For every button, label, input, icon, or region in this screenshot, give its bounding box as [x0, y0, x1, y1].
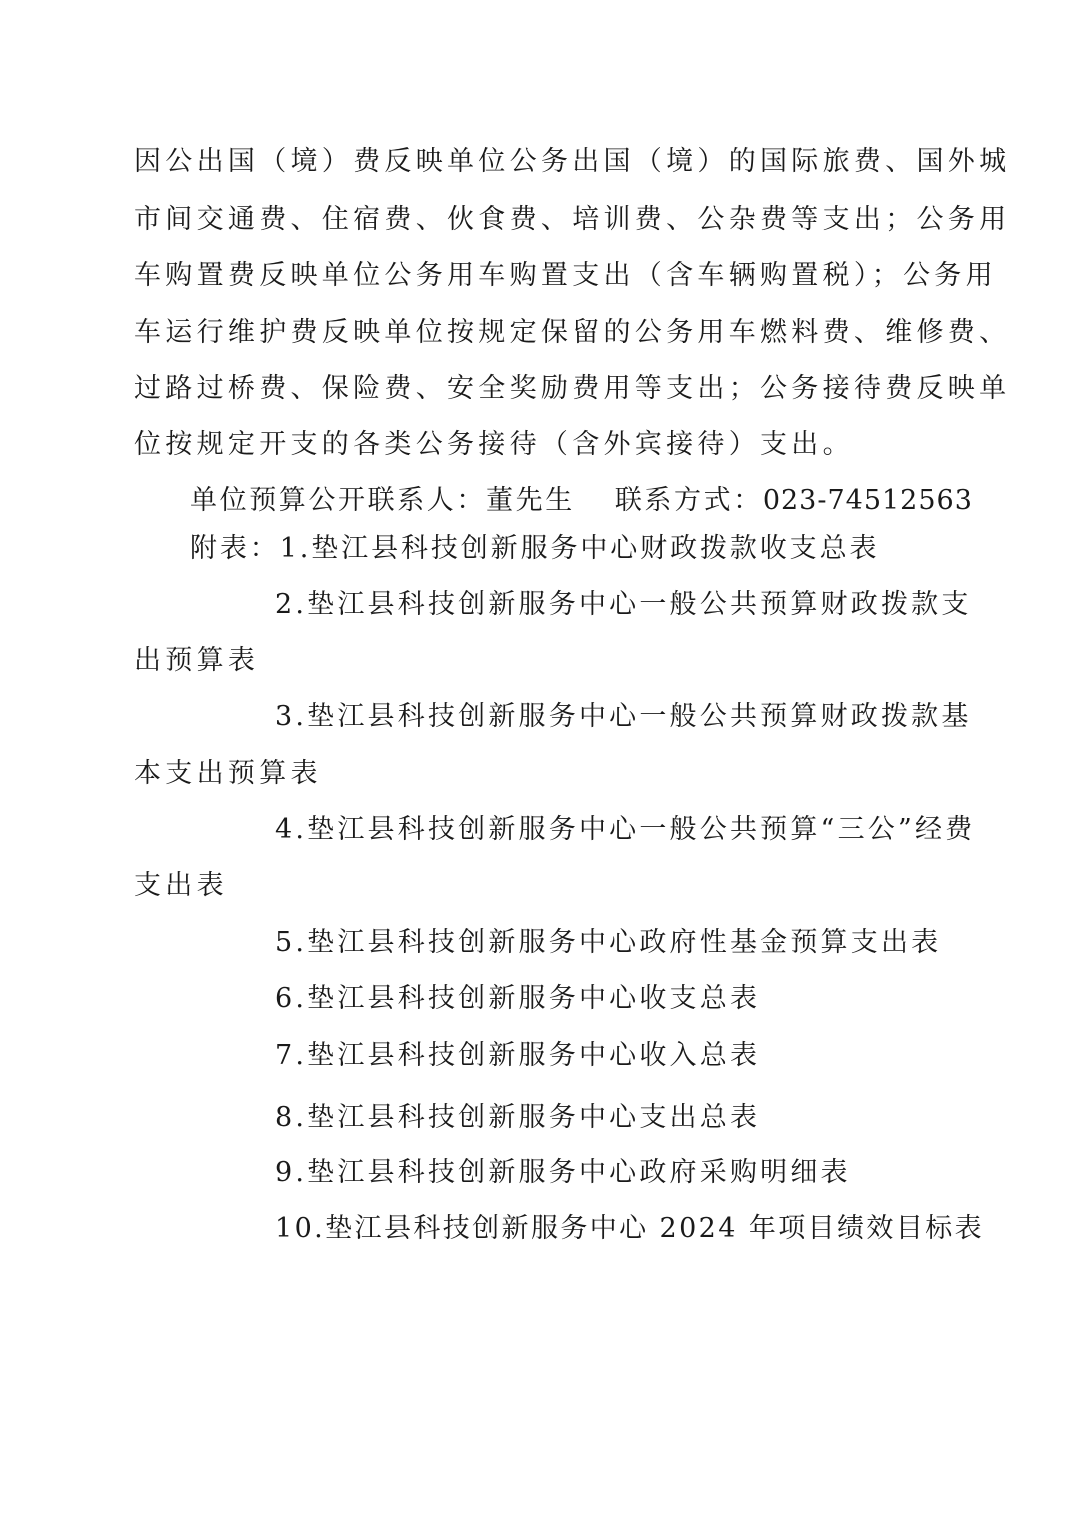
paragraph-line: 车运行维护费反映单位按规定保留的公务用车燃料费、维修费、 — [134, 317, 1011, 348]
appendix-item: 6.垫江县科技创新服务中心收支总表 — [275, 983, 761, 1014]
appendix-item: 2.垫江县科技创新服务中心一般公共预算财政拨款支 — [275, 589, 972, 620]
appendix-item: 3.垫江县科技创新服务中心一般公共预算财政拨款基 — [275, 701, 972, 732]
appendix-label: 附表： — [190, 533, 280, 564]
appendix-item: 10.垫江县科技创新服务中心 2024 年项目绩效目标表 — [275, 1213, 985, 1244]
appendix-item: 9.垫江县科技创新服务中心政府采购明细表 — [275, 1157, 851, 1188]
appendix-item: 4.垫江县科技创新服务中心一般公共预算“三公”经费 — [275, 814, 976, 845]
paragraph-line: 位按规定开支的各类公务接待（含外宾接待）支出。 — [134, 429, 854, 460]
paragraph-line: 因公出国（境）费反映单位公务出国（境）的国际旅费、国外城 — [134, 146, 1011, 177]
contact-phone: 023-74512563 — [762, 485, 973, 516]
appendix-item: 5.垫江县科技创新服务中心政府性基金预算支出表 — [275, 927, 942, 958]
appendix-item: 8.垫江县科技创新服务中心支出总表 — [275, 1102, 761, 1133]
contact-line — [190, 481, 973, 521]
paragraph-line: 车购置费反映单位公务用车购置支出（含车辆购置税）；公务用 — [134, 260, 997, 291]
appendix-item-continuation: 出预算表 — [134, 645, 260, 676]
appendix-line — [190, 529, 879, 569]
appendix-item: 7.垫江县科技创新服务中心收入总表 — [275, 1040, 761, 1071]
appendix-item: 1.垫江县科技创新服务中心财政拨款收支总表 — [279, 533, 880, 564]
contact-method-label: 联系方式： — [614, 485, 763, 516]
appendix-item-continuation: 本支出预算表 — [134, 758, 322, 789]
paragraph-line: 过路过桥费、保险费、安全奖励费用等支出；公务接待费反映单 — [134, 373, 1011, 404]
appendix-item-continuation: 支出表 — [134, 870, 228, 901]
paragraph-line: 市间交通费、住宿费、伙食费、培训费、公杂费等支出；公务用 — [134, 204, 1011, 235]
contact-person: 单位预算公开联系人：董先生 — [190, 485, 575, 516]
